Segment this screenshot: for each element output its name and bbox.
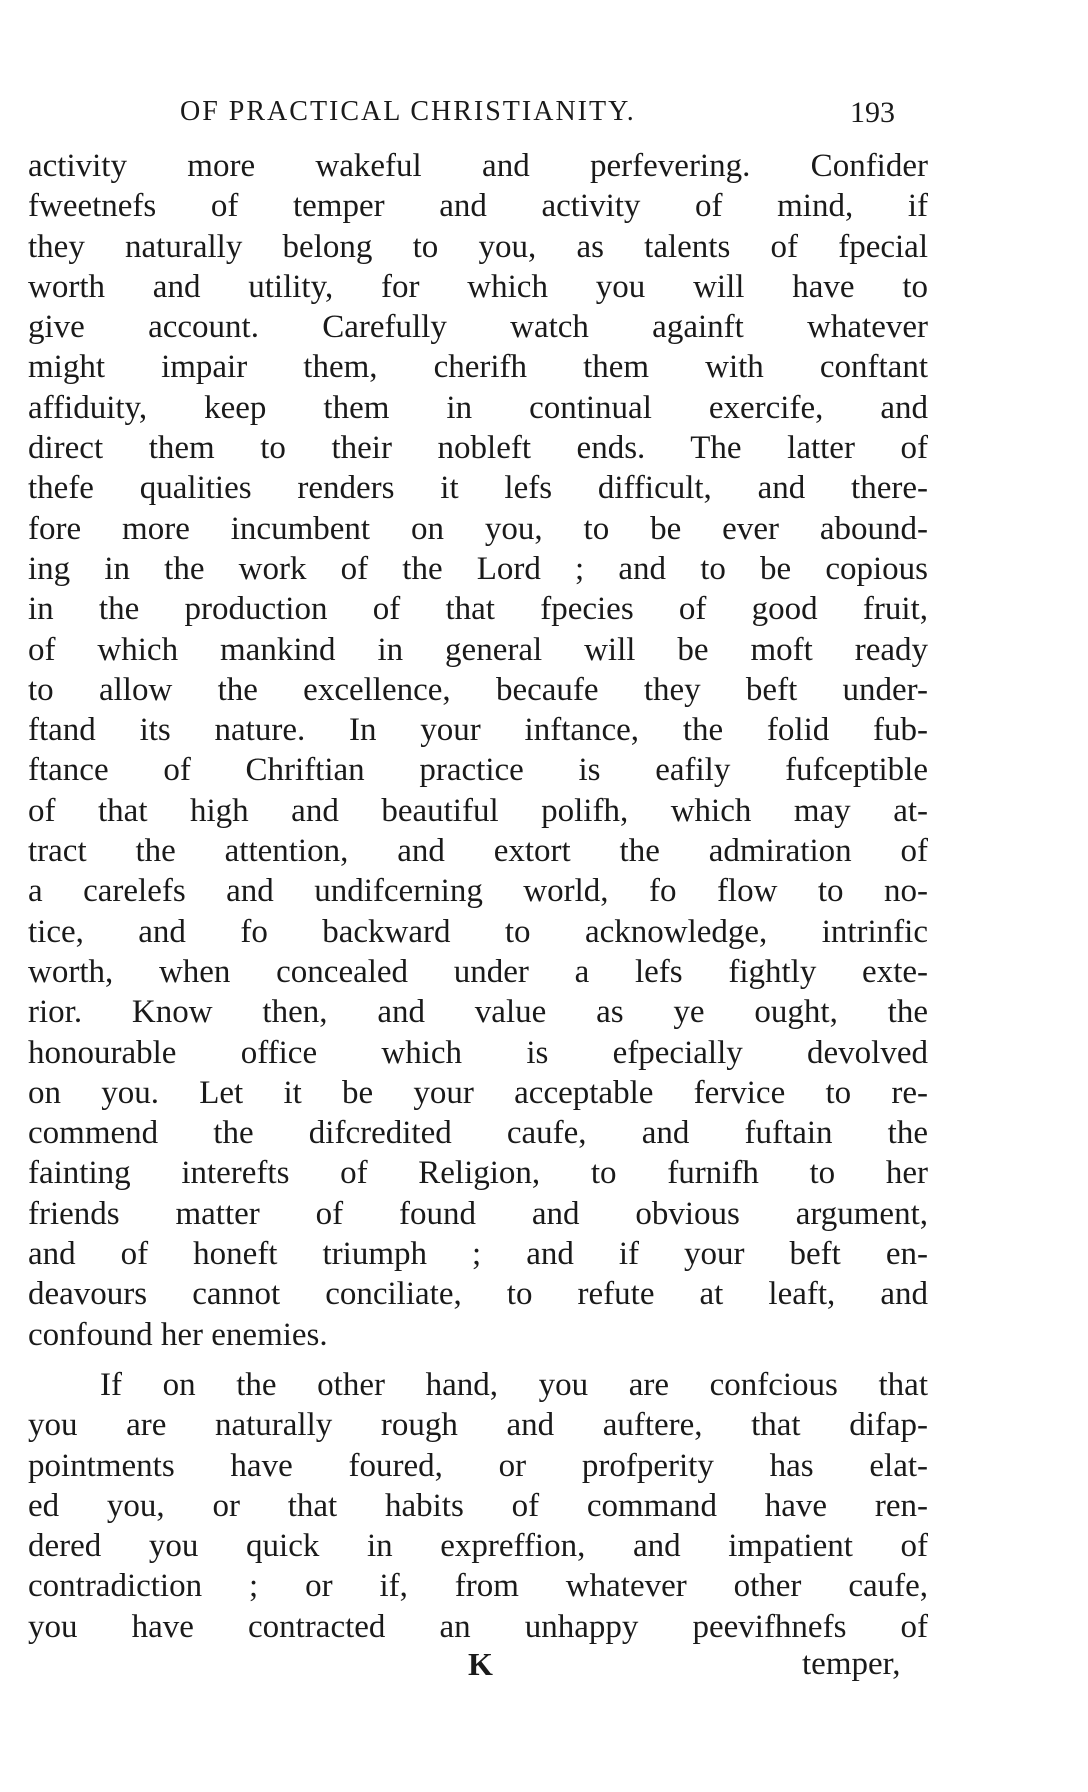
body-text [28, 146, 928, 1647]
catchword: temper, [802, 1646, 901, 1682]
running-title: OF PRACTICAL CHRISTIANITY. [180, 96, 636, 127]
text-line: tract the attention, and extort the admiration of [28, 833, 928, 870]
text-line: pointments have foured, or profperity has elat- [28, 1447, 928, 1484]
text-line: rior. Know then, and value as ye ought, the [28, 994, 928, 1031]
text-line: you are naturally rough and auftere, that difap- [28, 1407, 928, 1444]
page-number: 193 [850, 96, 895, 129]
text-line: give account. Carefully watch againft whatever [28, 309, 928, 346]
text-line: friends matter of found and obvious argument, [28, 1195, 928, 1232]
text-line: direct them to their nobleft ends. The latter of [28, 430, 928, 467]
text-line: you have contracted an unhappy peevifhnefs of [28, 1608, 928, 1645]
text-line: confound her enemies. [28, 1316, 328, 1353]
text-line: activity more wakeful and perfevering. Confider [28, 148, 928, 184]
text-line: in the production of that fpecies of good fruit, [28, 591, 928, 628]
text-line: worth, when concealed under a lefs fightly exte- [28, 953, 928, 990]
text-line: ing in the work of the Lord ; and to be copious [28, 550, 928, 587]
text-line: ftand its nature. In your inftance, the folid fub- [28, 712, 928, 749]
text-line: fore more incumbent on you, to be ever abound- [28, 510, 928, 547]
text-line: and of honeft triumph ; and if your beft en- [28, 1236, 928, 1273]
text-line: contradiction ; or if, from whatever other caufe, [28, 1568, 928, 1605]
text-line: might impair them, cherifh them with conftant [28, 349, 928, 386]
text-line: to allow the excellence, becaufe they beft under- [28, 671, 928, 708]
text-line: commend the difcredited caufe, and fuftain the [28, 1115, 928, 1152]
text-line: affiduity, keep them in continual exercife, and [28, 389, 928, 426]
text-line: of which mankind in general will be moft ready [28, 631, 928, 668]
text-line: a carelefs and undifcerning world, fo flow to no- [28, 873, 928, 910]
text-line: If on the other hand, you are confcious that [100, 1366, 928, 1403]
text-line: of that high and beautiful polifh, which may at- [28, 792, 928, 829]
text-line: fweetnefs of temper and activity of mind, if [28, 188, 928, 225]
running-head [0, 96, 1088, 136]
text-line: dered you quick in expreffion, and impatient of [28, 1528, 928, 1565]
text-line: they naturally belong to you, as talents of fpecial [28, 228, 928, 265]
text-line: worth and utility, for which you will have to [28, 268, 928, 305]
text-line: ftance of Chriftian practice is eafily fufceptible [28, 752, 928, 789]
text-line: tice, and fo backward to acknowledge, intrinfic [28, 913, 928, 950]
text-line: deavours cannot conciliate, to refute at leaft, and [28, 1276, 928, 1313]
text-line: thefe qualities renders it lefs difficult, and there- [28, 470, 928, 507]
signature-mark: K [468, 1646, 493, 1682]
text-line: ed you, or that habits of command have ren- [28, 1487, 928, 1524]
text-line: fainting interefts of Religion, to furnifh to her [28, 1155, 928, 1192]
text-line: on you. Let it be your acceptable fervice to re- [28, 1074, 928, 1111]
text-line: honourable office which is efpecially devolved [28, 1034, 928, 1071]
